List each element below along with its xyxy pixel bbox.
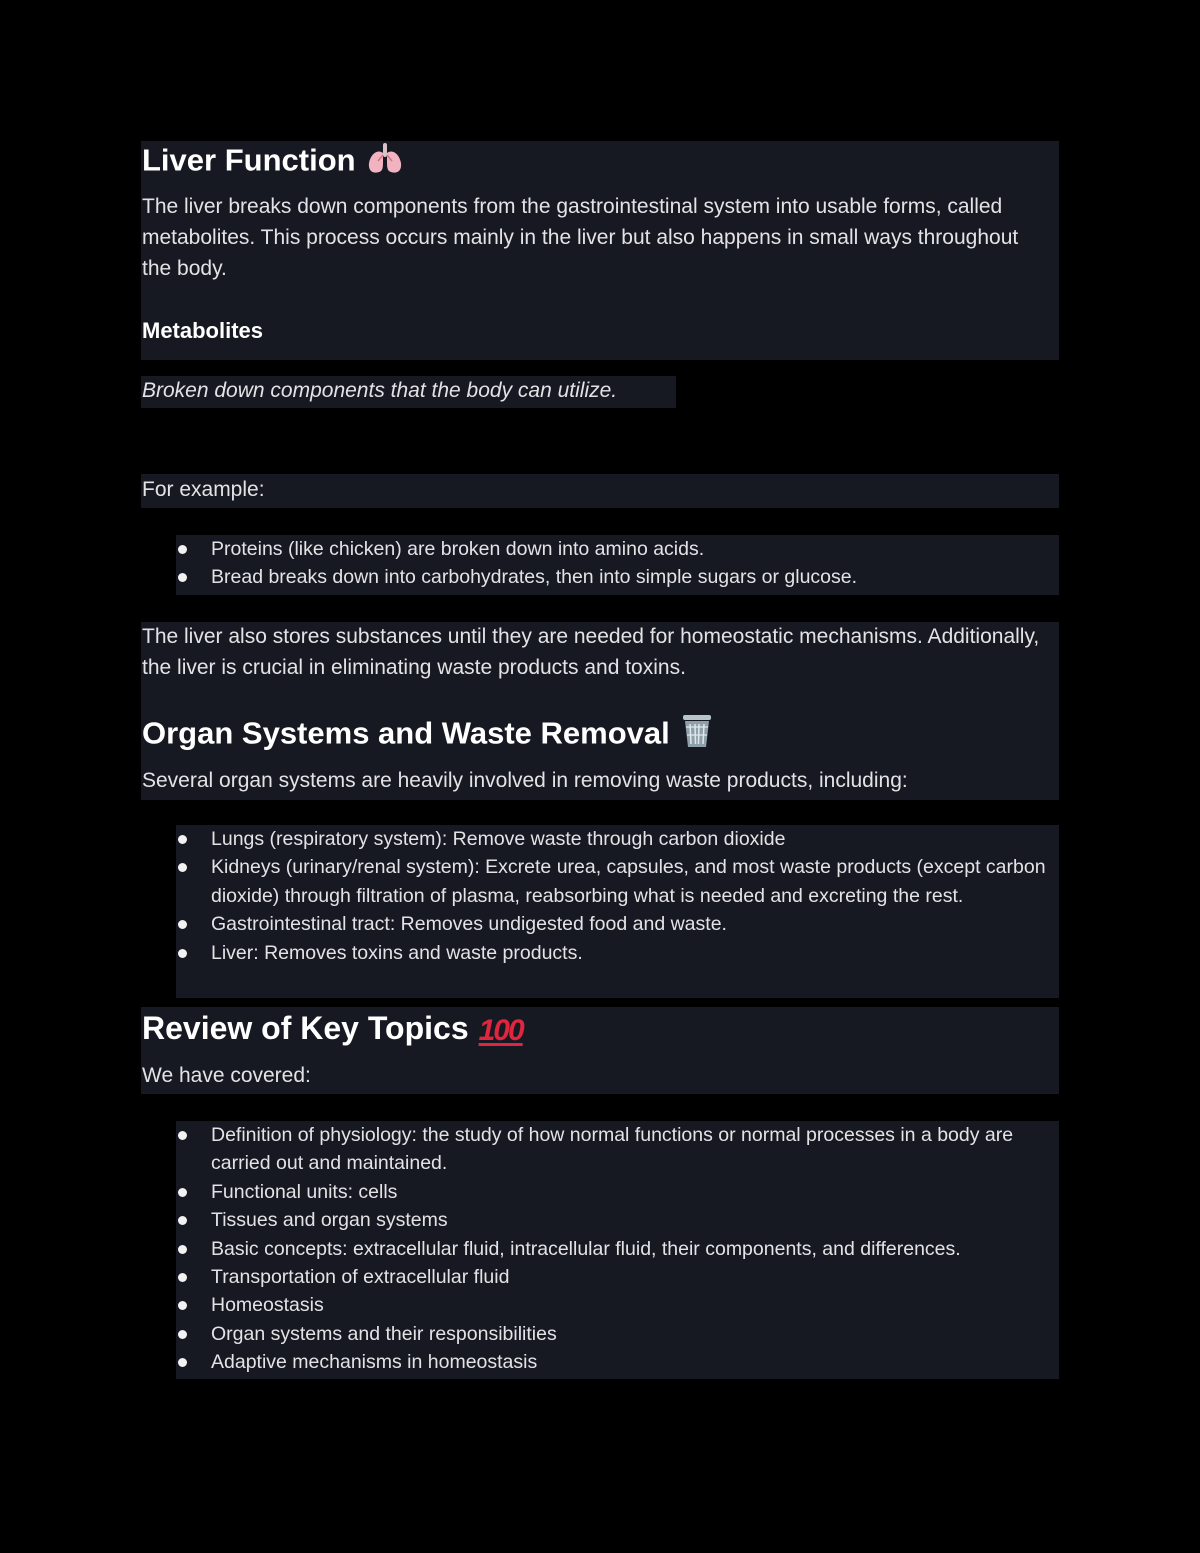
liver-intro-paragraph: The liver breaks down components from the gastrointestinal system into usable forms, called metabolites. This process occurs mainly in the liver but also happens in small ways throughout the body.: [142, 195, 1019, 280]
metabolites-definition: Broken down components that the body can utilize.: [142, 379, 618, 402]
list-item: Homeostasis: [176, 1291, 1046, 1319]
heading-organ-systems: [142, 713, 714, 758]
list-item: Organ systems and their responsibilities: [176, 1320, 1046, 1348]
organ-systems-intro: Several organ systems are heavily involved in removing waste products, including:: [142, 769, 908, 792]
bullet-icon: [178, 1273, 187, 1282]
bullet-icon: [178, 863, 187, 872]
heading-liver-function: [142, 141, 404, 184]
list-item: Gastrointestinal tract: Removes undigested food and waste.: [176, 910, 1046, 938]
bullet-icon: [178, 573, 187, 582]
wastebasket-icon: [680, 713, 714, 758]
bullet-icon: [178, 1358, 187, 1367]
list-item: Tissues and organ systems: [176, 1206, 1046, 1234]
heading-liver-function-text: Liver Function: [142, 142, 356, 178]
bullet-icon: [178, 1245, 187, 1254]
review-intro: We have covered:: [142, 1064, 311, 1087]
bullet-icon: [178, 1330, 187, 1339]
heading-organ-systems-text: Organ Systems and Waste Removal: [142, 715, 670, 751]
bullet-icon: [178, 949, 187, 958]
list-item: Proteins (like chicken) are broken down into amino acids.: [176, 535, 1046, 563]
example-label: For example:: [142, 478, 265, 501]
heading-review-key-topics: [142, 1008, 523, 1051]
metabolites-subheading: Metabolites: [142, 318, 264, 343]
list-item: Kidneys (urinary/renal system): Excrete urea, capsules, and most waste products (except carbon dioxide) through filtration of plasma, reabsorbing what is needed and excreting the rest.: [176, 853, 1046, 910]
bullet-icon: [178, 920, 187, 929]
bullet-icon: [178, 835, 187, 844]
liver-closing-paragraph: The liver also stores substances until they are needed for homeostatic mechanisms. Additionally, the liver is crucial in eliminating waste products and toxins.: [142, 625, 1040, 679]
examples-list: [176, 535, 1046, 592]
heading-review-text: Review of Key Topics: [142, 1010, 469, 1046]
list-item: Lungs (respiratory system): Remove waste through carbon dioxide: [176, 825, 1046, 853]
hundred-points-icon: 100: [478, 1013, 523, 1047]
lungs-icon: [366, 141, 404, 184]
content-block-example-label: [141, 474, 1059, 508]
bullet-icon: [178, 1131, 187, 1140]
bullet-icon: [178, 1188, 187, 1197]
list-item: Liver: Removes toxins and waste products.: [176, 939, 1046, 967]
list-item: Transportation of extracellular fluid: [176, 1263, 1046, 1291]
list-item: Bread breaks down into carbohydrates, then into simple sugars or glucose.: [176, 563, 1046, 591]
review-topics-list: [176, 1121, 1046, 1377]
waste-removal-list: [176, 825, 1046, 967]
bullet-icon: [178, 545, 187, 554]
list-item: Functional units: cells: [176, 1178, 1046, 1206]
bullet-icon: [178, 1301, 187, 1310]
bullet-icon: [178, 1216, 187, 1225]
list-item: Basic concepts: extracellular fluid, intracellular fluid, their components, and differences.: [176, 1235, 1046, 1263]
list-item: Definition of physiology: the study of how normal functions or normal processes in a body are carried out and maintained.: [176, 1121, 1046, 1178]
list-item: Adaptive mechanisms in homeostasis: [176, 1348, 1046, 1376]
